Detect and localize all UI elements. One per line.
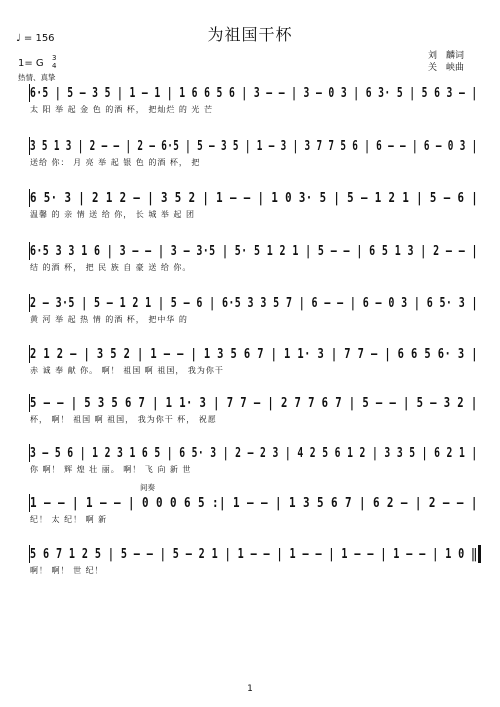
notation-line: 6 5· 3 | 2 1 2 – | 3 5 2 | 1 – – | 1 0 3· 5 | 5 – 1 2 1 | 5 – 6 | bbox=[30, 191, 479, 206]
staff-system-4 bbox=[0, 240, 500, 296]
key-signature: 1= G bbox=[18, 58, 44, 69]
staff-system-7 bbox=[0, 392, 500, 448]
notation-line: 6·5 | 5 – 3 5 | 1 – 1 | 1 6 6 5 6 | 3 – – | 3 – 0 3 | 6 3· 5 | 5 6 3 – | bbox=[30, 86, 478, 101]
staff-system-3 bbox=[0, 187, 500, 243]
staff-system-2 bbox=[0, 135, 500, 191]
interlude-label: 间奏 bbox=[140, 483, 155, 492]
notation-line: 3 5 1 3 | 2 – – | 2 – 6·5 | 5 – 3 5 | 1 – 3 | 3 7 7 5 6 | 6 – – | 6 – 0 3 | bbox=[30, 139, 478, 154]
lyrics-line: 啊！ 啊！ 世 纪！ bbox=[30, 566, 104, 575]
lyrics-line: 结 的酒 杯， 把 民 族 自 豪 送 给 你。 bbox=[30, 263, 192, 272]
staff-system-9 bbox=[0, 483, 500, 548]
staff-system-1 bbox=[0, 82, 500, 138]
staff-system-10 bbox=[0, 543, 500, 599]
final-barline bbox=[478, 545, 481, 563]
lyrics-line: 送给 你： 月 亮 举 起 银 色 的酒 杯， 把 bbox=[30, 158, 201, 167]
lyrics-line: 太 阳 举 起 金 色 的酒 杯， 把灿烂 的 光 芒 bbox=[30, 105, 213, 114]
song-title: 为祖国干杯 bbox=[207, 25, 293, 44]
staff-system-8 bbox=[0, 442, 500, 498]
notation-line: 2 1 2 – | 3 5 2 | 1 – – | 1 3 5 6 7 | 1 1· 3 | 7 7 – | 6 6 5 6· 3 | bbox=[30, 347, 478, 362]
notation-line: 2 – 3·5 | 5 – 1 2 1 | 5 – 6 | 6·5 3 3 5 7 | 6 – – | 6 – 0 3 | 6 5· 3 | bbox=[30, 296, 478, 311]
notation-line: 3 – 5 6 | 1 2 3 1 6 5 | 6 5· 3 | 2 – 2 3 | 4 2 5 6 1 2 | 3 3 5 | 6 2 1 | bbox=[30, 446, 478, 461]
credits bbox=[428, 50, 464, 74]
expression-marking: 热情、真挚 bbox=[18, 73, 56, 82]
notation-line: 5 6 7 1 2 5 | 5 – – | 5 – 2 1 | 1 – – | 1 – – | 1 – – | 1 – – | 1 0 ‖ bbox=[30, 547, 478, 562]
lyricist-credit: 刘 麟词 bbox=[428, 51, 465, 61]
time-signature-top: 3 bbox=[52, 54, 57, 62]
composer-credit: 关 峡曲 bbox=[428, 63, 465, 73]
staff-system-6 bbox=[0, 343, 500, 399]
lyrics-line: 温馨 的 亲 情 送 给 你， 长 城 举 起 团 bbox=[30, 210, 195, 219]
staff-system-5 bbox=[0, 292, 500, 348]
tempo-marking: ♩ = 156 bbox=[16, 33, 55, 44]
lyrics-line: 赤 诚 奉 献 你。 啊！ 祖国 啊 祖国， 我为你干 bbox=[30, 366, 224, 375]
lyrics-line: 杯， 啊！ 祖国 啊 祖国， 我为你干 杯， 祝愿 bbox=[30, 415, 217, 424]
time-signature-bottom: 4 bbox=[52, 62, 57, 70]
page-number: 1 bbox=[247, 684, 253, 694]
notation-line: 6·5 3 3 1 6 | 3 – – | 3 – 3·5 | 5· 5 1 2 1 | 5 – – | 6 5 1 3 | 2 – – | bbox=[30, 244, 478, 259]
notation-line: 1 – – | 1 – – | 0 0 0 6 5 :| 1 – – | 1 3 5 6 7 | 6 2 – | 2 – – | bbox=[30, 496, 478, 511]
lyrics-line: 黄 河 举 起 热 情 的酒 杯， 把中华 的 bbox=[30, 315, 188, 324]
notation-line: 5 – – | 5 3 5 6 7 | 1 1· 3 | 7 7 – | 2 7 7 6 7 | 5 – – | 5 – 3 2 | bbox=[30, 396, 478, 411]
time-signature bbox=[52, 54, 56, 70]
lyrics-line: 你 啊！ 辉 煌 壮 丽。 啊！ 飞 向 新 世 bbox=[30, 465, 192, 474]
lyrics-line: 纪！ 太 纪！ 啊 新 bbox=[30, 515, 108, 524]
